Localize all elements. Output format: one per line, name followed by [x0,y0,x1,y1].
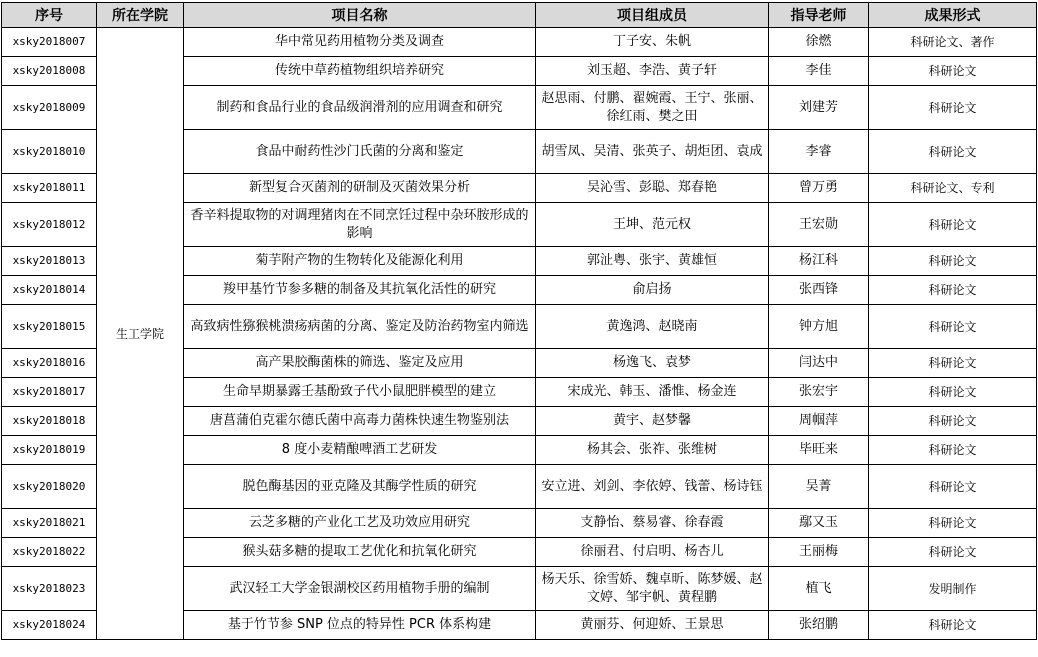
row-id: xsky2018012 [2,203,97,247]
header-result-form: 成果形式 [869,3,1037,28]
table-row [2,28,1037,57]
row-id: xsky2018008 [2,57,97,86]
row-members: 黄宇、赵梦馨 [536,407,769,436]
row-id: xsky2018017 [2,378,97,407]
row-advisor: 张西锋 [769,276,869,305]
row-id: xsky2018007 [2,28,97,57]
header-project-name: 项目名称 [184,3,536,28]
row-members: 徐丽君、付启明、杨杏儿 [536,538,769,567]
row-project-name: 华中常见药用植物分类及调查 [184,28,536,57]
row-id: xsky2018022 [2,538,97,567]
row-members: 杨逸飞、袁梦 [536,349,769,378]
row-id: xsky2018014 [2,276,97,305]
row-result-form: 科研论文 [869,247,1037,276]
row-members: 杨天乐、徐雪娇、魏卓昕、陈梦媛、赵文婷、邹宇帆、黄程鹏 [536,567,769,611]
row-result-form: 科研论文 [869,57,1037,86]
row-members: 郭沚粤、张宇、黄雄恒 [536,247,769,276]
row-advisor: 徐燃 [769,28,869,57]
row-project-name: 猴头菇多糖的提取工艺优化和抗氧化研究 [184,538,536,567]
row-id: xsky2018023 [2,567,97,611]
row-advisor: 李睿 [769,130,869,174]
row-id: xsky2018021 [2,509,97,538]
row-members: 支静怡、蔡易睿、徐春霞 [536,509,769,538]
row-project-name: 高致病性猕猴桃溃疡病菌的分离、鉴定及防治药物室内筛选 [184,305,536,349]
row-project-name: 云芝多糖的产业化工艺及功效应用研究 [184,509,536,538]
row-id: xsky2018013 [2,247,97,276]
row-members: 黄逸鸿、赵晓南 [536,305,769,349]
row-id: xsky2018024 [2,611,97,640]
row-advisor: 周帼萍 [769,407,869,436]
row-id: xsky2018018 [2,407,97,436]
row-project-name: 菊芋附产物的生物转化及能源化利用 [184,247,536,276]
table-body [2,28,1037,640]
row-id: xsky2018010 [2,130,97,174]
row-advisor: 李佳 [769,57,869,86]
header-college: 所在学院 [97,3,184,28]
row-advisor: 闫达中 [769,349,869,378]
row-project-name: 食品中耐药性沙门氏菌的分离和鉴定 [184,130,536,174]
row-id: xsky2018019 [2,436,97,465]
row-project-name: 武汉轻工大学金银湖校区药用植物手册的编制 [184,567,536,611]
projects-table [1,2,1037,640]
row-result-form: 科研论文 [869,349,1037,378]
row-project-name: 基于竹节参 SNP 位点的特异性 PCR 体系构建 [184,611,536,640]
row-project-name: 制药和食品行业的食品级润滑剂的应用调查和研究 [184,86,536,130]
row-project-name: 唐菖蒲伯克霍尔德氏菌中高毒力菌株快速生物鉴别法 [184,407,536,436]
row-members: 黄丽芬、何迎娇、王景思 [536,611,769,640]
row-result-form: 科研论文 [869,465,1037,509]
row-members: 吴沁雪、彭聪、郑春艳 [536,174,769,203]
row-project-name: 8 度小麦精酿啤酒工艺研发 [184,436,536,465]
row-result-form: 科研论文 [869,611,1037,640]
row-result-form: 科研论文 [869,203,1037,247]
row-id: xsky2018011 [2,174,97,203]
row-id: xsky2018016 [2,349,97,378]
row-members: 刘玉超、李浩、黄子轩 [536,57,769,86]
row-members: 杨其会、张祚、张维树 [536,436,769,465]
row-project-name: 香辛料提取物的对调理猪肉在不同烹饪过程中杂环胺形成的影响 [184,203,536,247]
row-members: 俞启扬 [536,276,769,305]
row-members: 丁子安、朱帆 [536,28,769,57]
header-id: 序号 [2,3,97,28]
row-result-form: 科研论文 [869,305,1037,349]
row-result-form: 科研论文 [869,276,1037,305]
row-advisor: 鄢又玉 [769,509,869,538]
row-result-form: 科研论文 [869,378,1037,407]
row-project-name: 羧甲基竹节参多糖的制备及其抗氧化活性的研究 [184,276,536,305]
row-advisor: 刘建芳 [769,86,869,130]
row-advisor: 王丽梅 [769,538,869,567]
row-advisor: 杨江科 [769,247,869,276]
header-row [2,3,1037,28]
row-id: xsky2018020 [2,465,97,509]
row-advisor: 植飞 [769,567,869,611]
row-project-name: 传统中草药植物组织培养研究 [184,57,536,86]
row-project-name: 高产果胶酶菌株的筛选、鉴定及应用 [184,349,536,378]
row-result-form: 科研论文 [869,436,1037,465]
row-result-form: 发明制作 [869,567,1037,611]
row-project-name: 新型复合灭菌剂的研制及灭菌效果分析 [184,174,536,203]
header-advisor: 指导老师 [769,3,869,28]
row-advisor: 吴菁 [769,465,869,509]
row-result-form: 科研论文 [869,86,1037,130]
row-members: 胡雪凤、吴清、张英子、胡炬团、袁成 [536,130,769,174]
row-project-name: 生命早期暴露壬基酚致子代小鼠肥胖模型的建立 [184,378,536,407]
row-result-form: 科研论文 [869,509,1037,538]
header-members: 项目组成员 [536,3,769,28]
row-project-name: 脱色酶基因的亚克隆及其酶学性质的研究 [184,465,536,509]
row-members: 宋成光、韩玉、潘惟、杨金连 [536,378,769,407]
row-advisor: 张绍鹏 [769,611,869,640]
row-advisor: 曾万勇 [769,174,869,203]
row-result-form: 科研论文 [869,130,1037,174]
row-advisor: 王宏勋 [769,203,869,247]
row-id: xsky2018009 [2,86,97,130]
row-members: 王坤、范元权 [536,203,769,247]
row-members: 赵思雨、付鹏、翟婉霞、王宁、张丽、徐红雨、樊之田 [536,86,769,130]
row-advisor: 张宏宇 [769,378,869,407]
row-advisor: 毕旺来 [769,436,869,465]
row-result-form: 科研论文 [869,407,1037,436]
row-result-form: 科研论文、专利 [869,174,1037,203]
row-members: 安立进、刘剑、李依婷、钱蕾、杨诗钰 [536,465,769,509]
college-cell: 生工学院 [97,28,184,640]
row-id: xsky2018015 [2,305,97,349]
row-advisor: 钟方旭 [769,305,869,349]
row-result-form: 科研论文、著作 [869,28,1037,57]
row-result-form: 科研论文 [869,538,1037,567]
